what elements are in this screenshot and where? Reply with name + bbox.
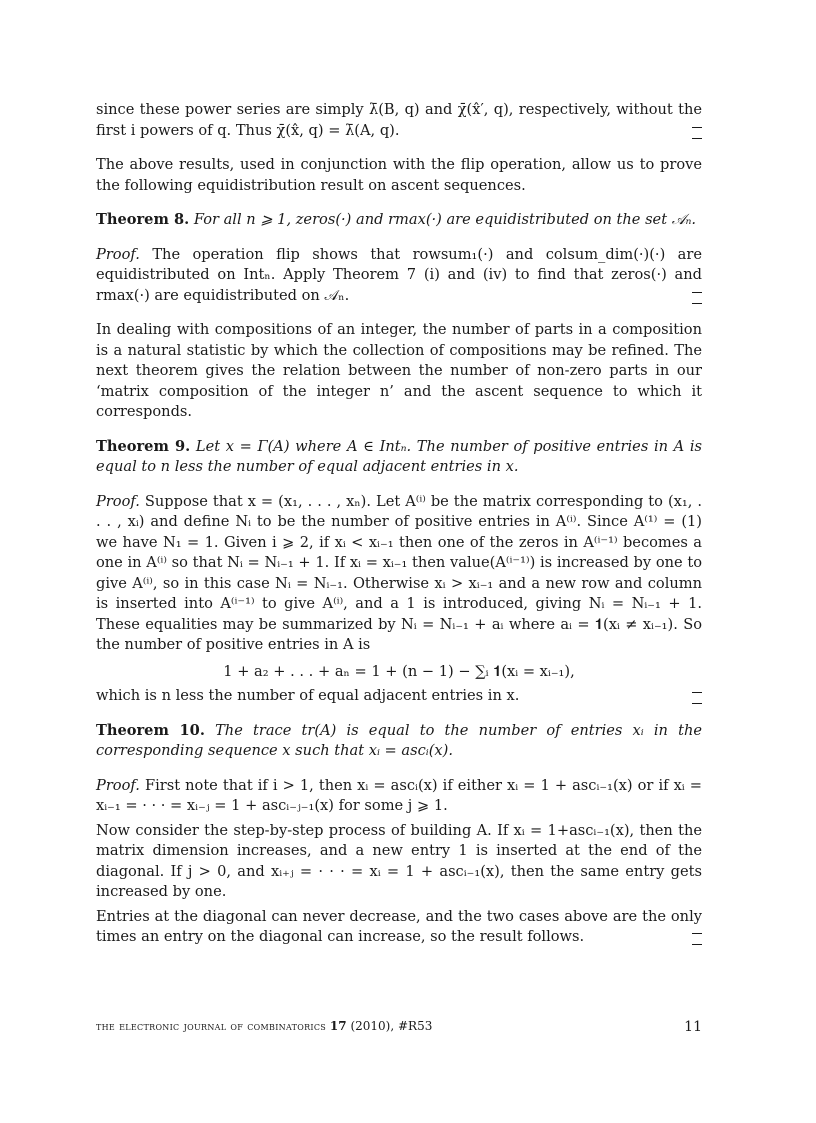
theorem-10-heading: Theorem 10. bbox=[96, 721, 205, 739]
paragraph-compositions: In dealing with compositions of an integer, the number of parts in a composition is a natural statistic by which the collection of compositions may be refined. The next theorem gives the relation between the number of non-zero parts in our ‘matrix composition of the integer n’ and the ascent sequence to which it corresponds. bbox=[96, 321, 702, 420]
proof-theorem-9 bbox=[96, 492, 702, 656]
theorem-10-statement: The trace tr(A) is equal to the number of entries xᵢ in the corresponding sequence x such that xᵢ = ascᵢ(x). bbox=[96, 721, 703, 759]
theorem-9-heading: Theorem 9. bbox=[96, 437, 191, 455]
proof-theorem-8 bbox=[96, 245, 702, 307]
theorem-9-statement: Let x = Γ(A) where A ∈ Intₙ. The number of positive entries in A is equal to n less the number of equal adjacent entries in x. bbox=[96, 437, 703, 475]
theorem-8-heading: Theorem 8. bbox=[96, 211, 190, 228]
proof-9-conclusion bbox=[96, 686, 702, 707]
proof-10-label: Proof. bbox=[96, 776, 140, 794]
proof-9-text: Suppose that x = (x₁, . . . , xₙ). Let A⁽ⁱ⁾ be the matrix corresponding to (x₁, . . . , xᵢ) and define Nᵢ to be the number of positive entries in A⁽ⁱ⁾. Since A⁽¹⁾ = (1) we have N₁ = 1. Given i ⩾ 2, if xᵢ < xᵢ₋₁ then one of the zeros in A⁽ⁱ⁻¹⁾ becomes a one in A⁽ⁱ⁾ so that Nᵢ = Nᵢ₋₁ + 1. If xᵢ = xᵢ₋₁ then value(A⁽ⁱ⁻¹⁾) is increased by one to give A⁽ⁱ⁾, so in this case Nᵢ = Nᵢ₋₁. Otherwise xᵢ > xᵢ₋₁ and a new row and column is inserted into A⁽ⁱ⁻¹⁾ to give A⁽ⁱ⁾, and a 1 is introduced, giving Nᵢ = Nᵢ₋₁ + 1. These equalities may be summarized by Nᵢ = Nᵢ₋₁ + aᵢ where aᵢ = 𝟏(xᵢ ≠ xᵢ₋₁). So the number of positive entries in A is bbox=[96, 492, 702, 653]
proof-8-label: Proof. bbox=[96, 245, 140, 263]
proof-10-paragraph-c bbox=[96, 907, 702, 948]
qed-symbol bbox=[692, 292, 702, 304]
proof-10-paragraph-c-text: Entries at the diagonal can never decrease, and the two cases above are the only times an entry on the diagonal can increase, so the result follows. bbox=[96, 907, 702, 945]
theorem-8 bbox=[96, 210, 702, 231]
page-footer bbox=[96, 1019, 702, 1033]
qed-symbol bbox=[692, 933, 702, 945]
journal-volume: 17 bbox=[329, 1019, 347, 1033]
qed-symbol bbox=[692, 692, 702, 704]
proof-8-text: The operation flip shows that rowsum₁(·) and colsum_dim(·)(·) are equidistributed on Intₙ. Apply Theorem 7 (i) and (iv) to find that zeros(·) and rmax(·) are equidistributed on 𝒜ₙ. bbox=[96, 245, 702, 304]
theorem-9 bbox=[96, 437, 702, 478]
page-body bbox=[96, 100, 702, 948]
theorem-10 bbox=[96, 721, 702, 762]
journal-year-id: (2010), #R53 bbox=[350, 1019, 433, 1033]
qed-symbol bbox=[692, 127, 702, 139]
proof-10-paragraph-b: Now consider the step-by-step process of building A. If xᵢ = 1+ascᵢ₋₁(x), then the matrix dimension increases, and a new entry 1 is inserted at the end of the diagonal. If j > 0, and xᵢ₊ⱼ = · · · = xᵢ = 1 + ascᵢ₋₁(x), then the same entry gets increased by one. bbox=[96, 821, 702, 900]
journal-name: the electronic journal of combinatorics bbox=[96, 1019, 327, 1033]
paragraph-1-text: since these power series are simply λ̄(B, q) and χ̄(x̂′, q), respectively, without the first i powers of q. Thus χ̄(x̂, q) = λ̄(A, q). bbox=[96, 101, 702, 139]
display-equation: 1 + a₂ + . . . + aₙ = 1 + (n − 1) − ∑ᵢ 𝟏(xᵢ = xᵢ₋₁), bbox=[223, 662, 575, 680]
page-number: 11 bbox=[684, 1019, 702, 1035]
proof-theorem-10 bbox=[96, 776, 702, 817]
paragraph-continuation bbox=[96, 100, 702, 141]
proof-9-tail-text: which is n less the number of equal adjacent entries in x. bbox=[96, 687, 520, 704]
paragraph-flip-intro: The above results, used in conjunction with the flip operation, allow us to prove the following equidistribution result on ascent sequences. bbox=[96, 156, 702, 194]
proof-10-text: First note that if i > 1, then xᵢ = ascᵢ(x) if either xᵢ = 1 + ascᵢ₋₁(x) or if xᵢ = xᵢ₋₁ = · · · = xᵢ₋ⱼ = 1 + ascᵢ₋ⱼ₋₁(x) for some j ⩾ 1. bbox=[96, 776, 703, 814]
theorem-8-statement: For all n ⩾ 1, zeros(·) and rmax(·) are equidistributed on the set 𝒜ₙ. bbox=[193, 211, 697, 228]
proof-9-label: Proof. bbox=[96, 492, 140, 510]
